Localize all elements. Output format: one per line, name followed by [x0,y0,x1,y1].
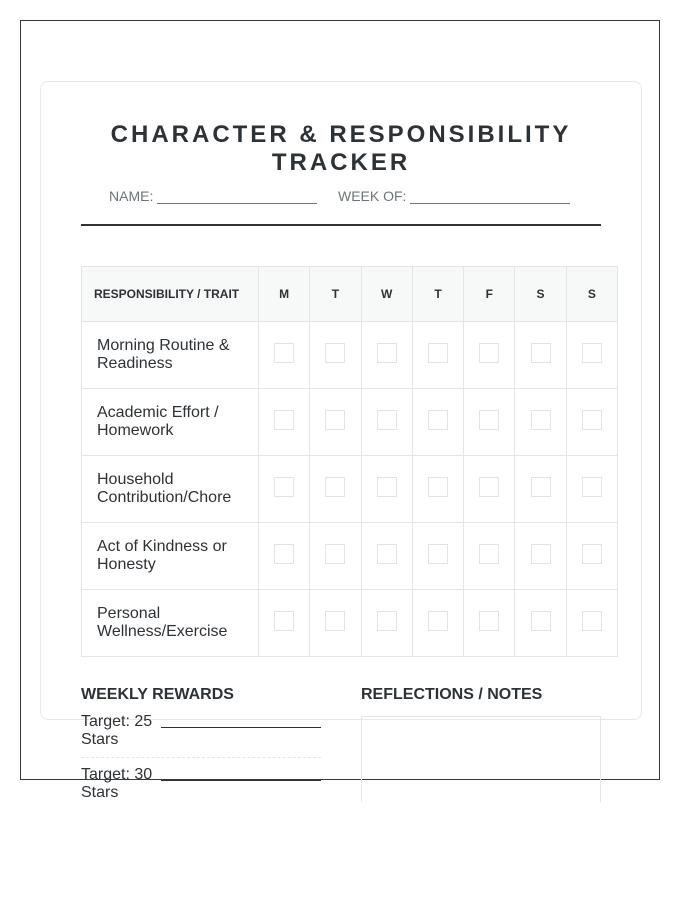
checkbox[interactable] [479,611,499,631]
checkbox[interactable] [325,410,345,430]
checkbox[interactable] [377,611,397,631]
trait-column-header: RESPONSIBILITY / TRAIT [82,267,259,322]
check-cell-wed [361,322,412,389]
trait-label: Household Contribution/Chore [82,456,259,523]
check-cell-tue [310,322,361,389]
day-header-sat: S [515,267,566,322]
checkbox[interactable] [377,410,397,430]
check-cell-thu [412,456,463,523]
weekly-rewards-heading: WEEKLY REWARDS [81,686,234,703]
reward-item [81,766,321,806]
check-cell-thu [412,523,463,590]
check-cell-mon [259,523,310,590]
check-cell-mon [259,590,310,657]
reward-separator [81,757,321,758]
checkbox[interactable] [325,343,345,363]
day-header-wed: W [361,267,412,322]
checkbox[interactable] [428,611,448,631]
tracker-table [81,266,618,657]
meta-row [109,188,589,208]
reward-blank[interactable] [161,780,321,781]
checkbox[interactable] [531,343,551,363]
checkbox[interactable] [479,544,499,564]
checkbox[interactable] [428,343,448,363]
check-cell-thu [412,389,463,456]
check-cell-thu [412,322,463,389]
reward-item [81,713,321,753]
check-cell-wed [361,456,412,523]
checkbox[interactable] [325,477,345,497]
trait-label: Act of Kindness or Honesty [82,523,259,590]
week-label: WEEK OF: [338,188,407,204]
week-field[interactable] [338,188,570,204]
checkbox[interactable] [479,343,499,363]
check-cell-tue [310,389,361,456]
check-cell-fri [464,322,515,389]
check-cell-fri [464,389,515,456]
checkbox[interactable] [479,477,499,497]
check-cell-wed [361,590,412,657]
name-label: NAME: [109,188,154,204]
check-cell-tue [310,590,361,657]
check-cell-tue [310,456,361,523]
trait-label: Personal Wellness/Exercise [82,590,259,657]
reward-blank[interactable] [161,727,321,728]
check-cell-sun [566,322,617,389]
checkbox[interactable] [582,544,602,564]
check-cell-fri [464,456,515,523]
table-row [82,322,618,389]
table-row [82,590,618,657]
header-divider [81,224,601,226]
checkbox[interactable] [428,544,448,564]
name-blank[interactable] [157,189,317,204]
checkbox[interactable] [377,477,397,497]
check-cell-wed [361,389,412,456]
trait-label: Morning Routine & Readiness [82,322,259,389]
check-cell-mon [259,389,310,456]
checkbox[interactable] [428,477,448,497]
reward-target-label: Target: 25 Stars [81,713,153,748]
check-cell-sat [515,523,566,590]
check-cell-sun [566,523,617,590]
reward-target-label: Target: 30 Stars [81,766,153,801]
notes-box[interactable] [361,716,601,802]
checkbox[interactable] [377,544,397,564]
check-cell-sun [566,456,617,523]
name-field[interactable] [109,188,317,204]
check-cell-thu [412,590,463,657]
table-row [82,456,618,523]
check-cell-fri [464,523,515,590]
day-header-tue: T [310,267,361,322]
table-row [82,389,618,456]
check-cell-sat [515,456,566,523]
checkbox[interactable] [531,477,551,497]
checkbox[interactable] [582,410,602,430]
checkbox[interactable] [428,410,448,430]
checkbox[interactable] [479,410,499,430]
check-cell-fri [464,590,515,657]
week-blank[interactable] [410,189,570,204]
checkbox[interactable] [582,611,602,631]
table-header-row [82,267,618,322]
checkbox[interactable] [274,544,294,564]
page-title: CHARACTER & RESPONSIBILITY TRACKER [110,121,572,176]
trait-label: Academic Effort / Homework [82,389,259,456]
check-cell-mon [259,322,310,389]
checkbox[interactable] [274,611,294,631]
check-cell-wed [361,523,412,590]
checkbox[interactable] [531,611,551,631]
checkbox[interactable] [582,343,602,363]
check-cell-mon [259,456,310,523]
checkbox[interactable] [531,544,551,564]
notes-heading: REFLECTIONS / NOTES [361,686,543,703]
check-cell-tue [310,523,361,590]
checkbox[interactable] [377,343,397,363]
day-header-sun: S [566,267,617,322]
table-row [82,523,618,590]
check-cell-sat [515,389,566,456]
checkbox[interactable] [274,477,294,497]
checkbox[interactable] [274,410,294,430]
checkbox[interactable] [274,343,294,363]
check-cell-sat [515,322,566,389]
checkbox[interactable] [531,410,551,430]
checkbox[interactable] [582,477,602,497]
day-header-fri: F [464,267,515,322]
check-cell-sat [515,590,566,657]
check-cell-sun [566,590,617,657]
checkbox[interactable] [325,544,345,564]
day-header-mon: M [259,267,310,322]
day-header-thu: T [412,267,463,322]
check-cell-sun [566,389,617,456]
checkbox[interactable] [325,611,345,631]
